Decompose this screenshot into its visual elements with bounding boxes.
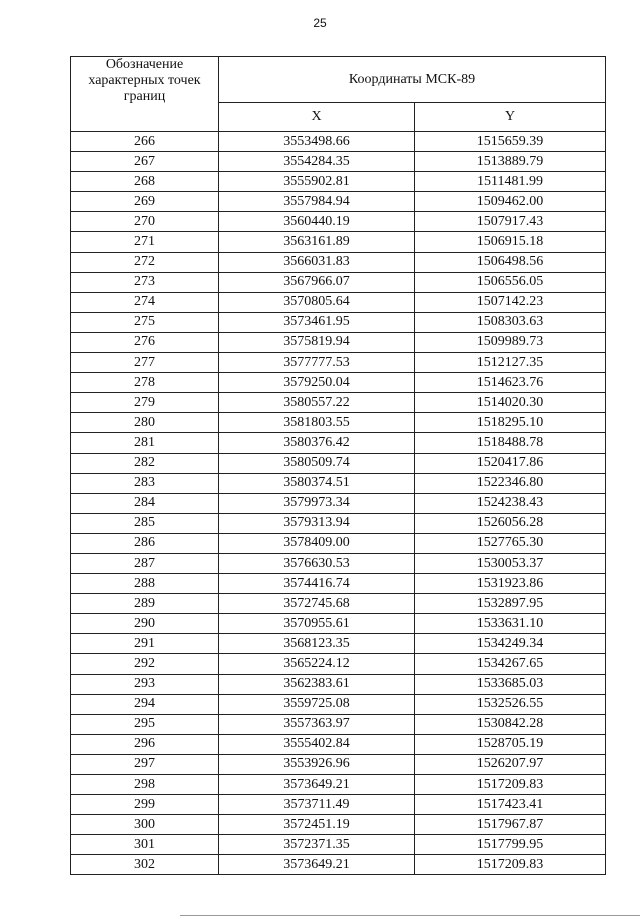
point-number-cell: 289 [71,594,219,614]
point-number-cell: 280 [71,413,219,433]
table-row [71,634,606,654]
point-number-cell: 294 [71,694,219,714]
x-coordinate-cell: 3555402.84 [219,734,415,754]
point-number-cell: 282 [71,453,219,473]
y-coordinate-cell: 1508303.63 [415,312,606,332]
point-number-cell: 268 [71,172,219,192]
x-coordinate-cell: 3553498.66 [219,132,415,152]
x-coordinate-cell: 3579313.94 [219,513,415,533]
x-coordinate-cell: 3557363.97 [219,714,415,734]
y-coordinate-cell: 1531923.86 [415,574,606,594]
point-number-cell: 300 [71,815,219,835]
y-coordinate-cell: 1526207.97 [415,754,606,774]
y-coordinate-cell: 1518295.10 [415,413,606,433]
y-coordinate-cell: 1518488.78 [415,433,606,453]
table-row [71,252,606,272]
y-coordinate-cell: 1526056.28 [415,513,606,533]
table-row [71,332,606,352]
y-coordinate-cell: 1517209.83 [415,775,606,795]
point-number-cell: 292 [71,654,219,674]
x-coordinate-cell: 3581803.55 [219,413,415,433]
table-row [71,674,606,694]
coordinates-table [70,56,606,875]
y-coordinate-cell: 1506498.56 [415,252,606,272]
table-row [71,192,606,212]
y-coordinate-cell: 1524238.43 [415,493,606,513]
point-number-cell: 279 [71,393,219,413]
x-coordinate-cell: 3554284.35 [219,152,415,172]
y-coordinate-cell: 1517799.95 [415,835,606,855]
y-coordinate-cell: 1533685.03 [415,674,606,694]
table-row [71,493,606,513]
point-number-cell: 297 [71,754,219,774]
table-row [71,453,606,473]
x-coordinate-cell: 3579973.34 [219,493,415,513]
x-coordinate-cell: 3562383.61 [219,674,415,694]
table-row [71,815,606,835]
point-number-cell: 302 [71,855,219,875]
table-row [71,152,606,172]
point-number-cell: 271 [71,232,219,252]
table-row [71,694,606,714]
x-coordinate-cell: 3560440.19 [219,212,415,232]
point-number-cell: 295 [71,714,219,734]
x-coordinate-cell: 3553926.96 [219,754,415,774]
y-coordinate-cell: 1509989.73 [415,332,606,352]
table-row [71,714,606,734]
y-coordinate-cell: 1520417.86 [415,453,606,473]
x-coordinate-cell: 3573649.21 [219,855,415,875]
y-coordinate-cell: 1534249.34 [415,634,606,654]
x-coordinate-cell: 3566031.83 [219,252,415,272]
header-x: X [219,103,415,132]
x-coordinate-cell: 3570805.64 [219,292,415,312]
x-coordinate-cell: 3580557.22 [219,393,415,413]
header-coordinates-group: Координаты МСК-89 [219,57,606,103]
point-number-cell: 274 [71,292,219,312]
point-number-cell: 276 [71,332,219,352]
point-number-cell: 285 [71,513,219,533]
x-coordinate-cell: 3559725.08 [219,694,415,714]
table-row [71,574,606,594]
table-row [71,132,606,152]
x-coordinate-cell: 3572451.19 [219,815,415,835]
y-coordinate-cell: 1530842.28 [415,714,606,734]
x-coordinate-cell: 3580509.74 [219,453,415,473]
table-row [71,734,606,754]
y-coordinate-cell: 1506556.05 [415,272,606,292]
x-coordinate-cell: 3565224.12 [219,654,415,674]
table-row [71,775,606,795]
y-coordinate-cell: 1514020.30 [415,393,606,413]
x-coordinate-cell: 3573711.49 [219,795,415,815]
x-coordinate-cell: 3575819.94 [219,332,415,352]
point-number-cell: 284 [71,493,219,513]
table-row [71,855,606,875]
table-row [71,594,606,614]
point-number-cell: 277 [71,353,219,373]
point-number-cell: 278 [71,373,219,393]
table-row [71,654,606,674]
point-number-cell: 266 [71,132,219,152]
point-number-cell: 287 [71,553,219,573]
y-coordinate-cell: 1509462.00 [415,192,606,212]
point-number-cell: 270 [71,212,219,232]
x-coordinate-cell: 3572371.35 [219,835,415,855]
point-number-cell: 299 [71,795,219,815]
y-coordinate-cell: 1507142.23 [415,292,606,312]
x-coordinate-cell: 3568123.35 [219,634,415,654]
table-row [71,292,606,312]
table-row [71,312,606,332]
y-coordinate-cell: 1513889.79 [415,152,606,172]
x-coordinate-cell: 3576630.53 [219,553,415,573]
table-row [71,353,606,373]
y-coordinate-cell: 1530053.37 [415,553,606,573]
x-coordinate-cell: 3563161.89 [219,232,415,252]
table-row [71,172,606,192]
point-number-cell: 272 [71,252,219,272]
x-coordinate-cell: 3573461.95 [219,312,415,332]
y-coordinate-cell: 1507917.43 [415,212,606,232]
table-row [71,513,606,533]
y-coordinate-cell: 1522346.80 [415,473,606,493]
x-coordinate-cell: 3580376.42 [219,433,415,453]
point-number-cell: 288 [71,574,219,594]
point-number-cell: 273 [71,272,219,292]
scan-edge-line [180,915,640,916]
point-number-cell: 296 [71,734,219,754]
y-coordinate-cell: 1506915.18 [415,232,606,252]
point-number-cell: 301 [71,835,219,855]
y-coordinate-cell: 1527765.30 [415,533,606,553]
point-number-cell: 286 [71,533,219,553]
point-number-cell: 281 [71,433,219,453]
point-number-cell: 267 [71,152,219,172]
page-number: 25 [313,16,327,30]
y-coordinate-cell: 1533631.10 [415,614,606,634]
table-row [71,553,606,573]
table-row [71,754,606,774]
x-coordinate-cell: 3579250.04 [219,373,415,393]
table-body [71,132,606,875]
point-number-cell: 291 [71,634,219,654]
x-coordinate-cell: 3567966.07 [219,272,415,292]
point-number-cell: 283 [71,473,219,493]
table-header [71,57,606,132]
x-coordinate-cell: 3572745.68 [219,594,415,614]
y-coordinate-cell: 1514623.76 [415,373,606,393]
y-coordinate-cell: 1515659.39 [415,132,606,152]
y-coordinate-cell: 1532897.95 [415,594,606,614]
x-coordinate-cell: 3573649.21 [219,775,415,795]
point-number-cell: 275 [71,312,219,332]
table-row [71,473,606,493]
x-coordinate-cell: 3577777.53 [219,353,415,373]
x-coordinate-cell: 3557984.94 [219,192,415,212]
point-number-cell: 290 [71,614,219,634]
y-coordinate-cell: 1532526.55 [415,694,606,714]
table-row [71,393,606,413]
table-row [71,413,606,433]
header-y: Y [415,103,606,132]
y-coordinate-cell: 1517423.41 [415,795,606,815]
y-coordinate-cell: 1534267.65 [415,654,606,674]
table-row [71,795,606,815]
point-number-cell: 269 [71,192,219,212]
y-coordinate-cell: 1528705.19 [415,734,606,754]
table-row [71,373,606,393]
table-row [71,212,606,232]
x-coordinate-cell: 3570955.61 [219,614,415,634]
x-coordinate-cell: 3555902.81 [219,172,415,192]
table-row [71,272,606,292]
table-row [71,533,606,553]
x-coordinate-cell: 3574416.74 [219,574,415,594]
y-coordinate-cell: 1512127.35 [415,353,606,373]
x-coordinate-cell: 3578409.00 [219,533,415,553]
table-row [71,835,606,855]
point-number-cell: 293 [71,674,219,694]
table-row [71,232,606,252]
table-row [71,614,606,634]
point-number-cell: 298 [71,775,219,795]
y-coordinate-cell: 1517967.87 [415,815,606,835]
y-coordinate-cell: 1511481.99 [415,172,606,192]
y-coordinate-cell: 1517209.83 [415,855,606,875]
header-point-label: Обозначение характерных точек границ [71,57,219,132]
table-row [71,433,606,453]
x-coordinate-cell: 3580374.51 [219,473,415,493]
